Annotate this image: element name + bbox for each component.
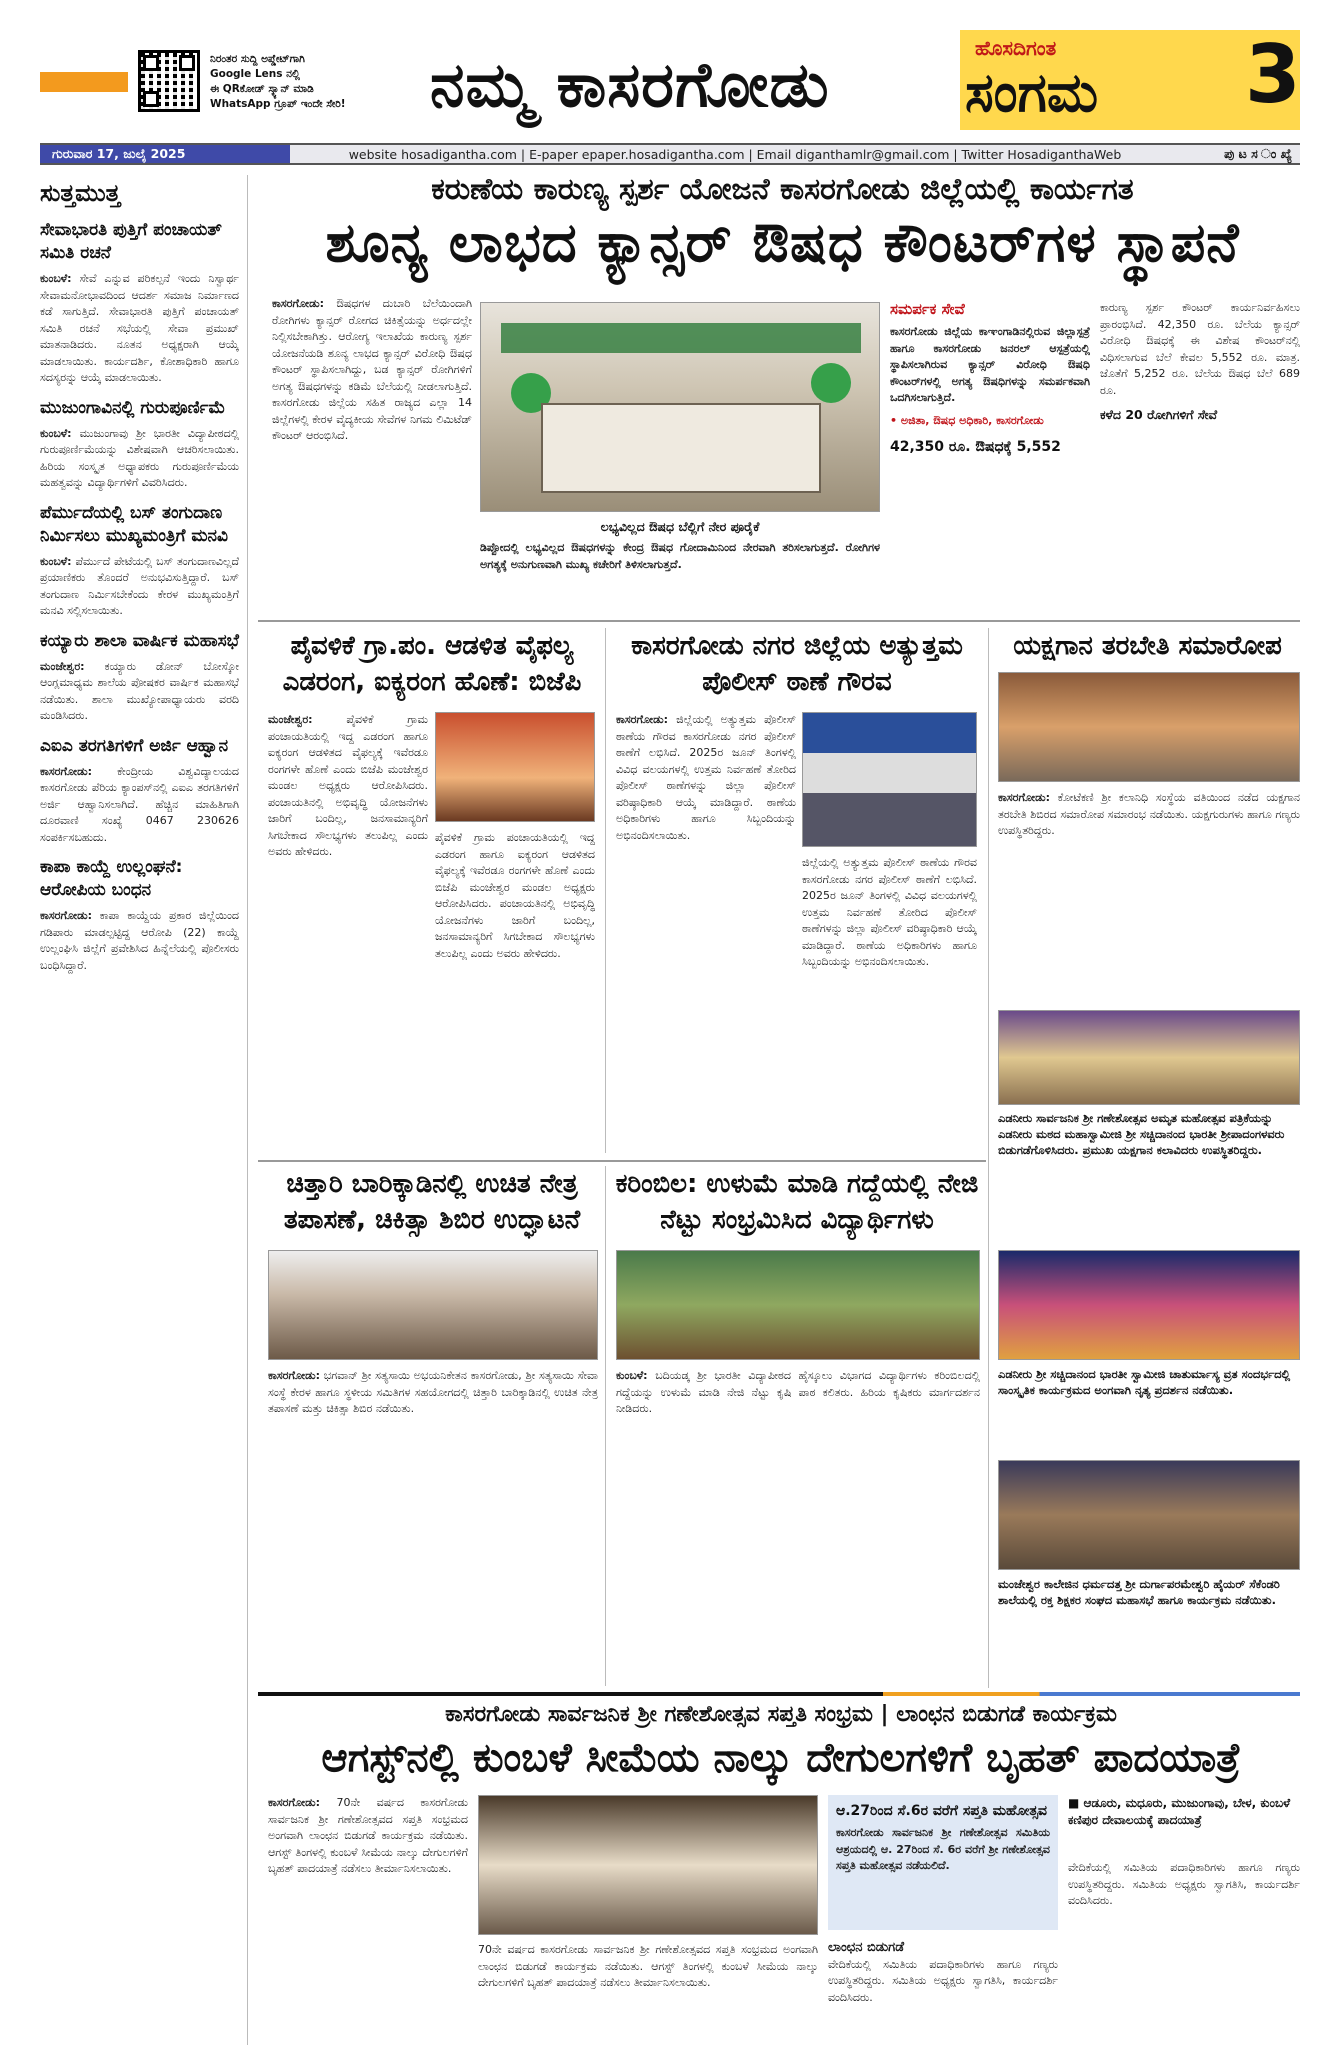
story-body-cont: ಜಿಲ್ಲೆಯಲ್ಲಿ ಅತ್ಯುತ್ತಮ ಪೊಲೀಸ್ ಠಾಣೆಯ ಗೌರವ ಕಾಸರಗೋಡು ನಗರ ಪೊಲೀಸ್ ಠಾಣೆಗೆ ಲಭಿಸಿದೆ. 2025ರ ಜೂನ್ ತಿಂಗಳಲ್ಲಿ ವಿವಿಧ ವಲಯಗಳಲ್ಲಿ ಉತ್ತಮ ನಿರ್ವಹಣೆ ತೋರಿದ ಪೊಲೀಸ್ ಠಾಣೆಗಳನ್ನು ಜಿಲ್ಲಾ ಪೊಲೀಸ್ ವರಿಷ್ಠಾಧಿಕಾರಿ ಆಯ್ಕೆ ಮಾಡಿದ್ದಾರೆ. ಠಾಣೆಯ ಅಧಿಕಾರಿಗಳು ಹಾಗೂ ಸಿಬ್ಬಂದಿಯನ್ನು ಅಭಿನಂದಿಸಲಾಯಿತು. — [802, 856, 977, 968]
photo-caption: ಎಡನೀರು ಶ್ರೀ ಸಚ್ಚಿದಾನಂದ ಭಾರತೀ ಸ್ವಾಮೀಜಿ ಚಾತುರ್ಮಾಸ್ಯ ವ್ರತ ಸಂದರ್ಭದಲ್ಲಿ ಸಾಂಸ್ಕೃತಿಕ ಕಾರ್ಯಕ್ರಮದ ಅಂಗವಾಗಿ ನೃತ್ಯ ಪ್ರದರ್ಶನ ನಡೆಯಿತು. — [998, 1367, 1291, 1397]
divider — [605, 1166, 606, 1686]
story-body: ಕಾಸರಗೋಡು: ಭಗವಾನ್ ಶ್ರೀ ಸತ್ಯಸಾಯಿ ಅಭಯನಿಕೇತನ ಕಾಸರಗೋಡು, ಶ್ರೀ ಸತ್ಯಸಾಯಿ ಸೇವಾ ಸಂಸ್ಥೆ ಕೇರಳ ಹಾಗೂ ಸ್ಥಳೀಯ ಸಮಿತಿಗಳ ಸಹಯೋಗದಲ್ಲಿ ಚಿತ್ತಾರಿ ಬಾರಿಕ್ಕಾಡಿನಲ್ಲಿ ಉಚಿತ ನೇತ್ರ ತಪಾಸಣೆ ಮತ್ತು ಚಿಕಿತ್ಸಾ ಶಿಬಿರ ನಡೆಯಿತು. — [268, 1369, 598, 1415]
story-headline: ಮುಜುಂಗಾವಿನಲ್ಲಿ ಗುರುಪೂರ್ಣಿಮೆ — [40, 397, 226, 418]
bottom-body: ಕಾಸರಗೋಡು: 70ನೇ ವರ್ಷದ ಕಾಸರಗೋಡು ಸಾರ್ವಜನಿಕ ಶ್ರೀ ಗಣೇಶೋತ್ಸವದ ಸಪ್ತತಿ ಸಂಭ್ರಮದ ಅಂಗವಾಗಿ ಲಾಂಛನ ಬಿಡುಗಡೆ ಕಾರ್ಯಕ್ರಮ ನಡೆಯಿತು. ಆಗಸ್ಟ್ ತಿಂಗಳಲ್ಲಿ ಕುಂಬಳೆ ಸೀಮೆಯ ನಾಲ್ಕು ದೇಗುಲಗಳಿಗೆ ಬೃಹತ್ ಪಾದಯಾತ್ರೆ ನಡೆಸಲು ತೀರ್ಮಾನಿಸಲಾಯಿತು. — [268, 1796, 468, 1875]
story-headline: ಕಯ್ಯಾರು ಶಾಲಾ ವಾರ್ಷಿಕ ಮಹಾಸಭೆ — [40, 630, 239, 651]
lead-side-box — [890, 300, 1090, 590]
qr-note-line: ಈ QRಕೋಡ್ ಸ್ಕ್ಯಾನ್ ಮಾಡಿ — [210, 83, 314, 95]
side-box-title: ಸಮರ್ಪಕ ಸೇವೆ — [890, 300, 965, 318]
story-body: ಕುಂಬಳೆ: ಸೇವೆ ಎನ್ನುವ ಪರಿಕಲ್ಪನೆ ಇಂದು ನಿಸ್ವಾರ್ಥ ಸೇವಾಮನೋಭಾವದಿಂದ ಆದರ್ಶ ಸಮಾಜ ನಿರ್ಮಾಣದ ಕಡೆ ಸಾಗುತ್ತಿದೆ. ಸೇವಾಭಾರತಿ ಪುತ್ತಿಗೆ ಪಂಚಾಯತ್ ಸಮಿತಿ ರಚನೆ ಸಭೆಯಲ್ಲಿ ಸೇವಾ ಪ್ರಮುಖ್ ಮಾತನಾಡಿದರು. ನೂತನ ಅಧ್ಯಕ್ಷರಾಗಿ ಆಯ್ಕೆ ಮಾಡಲಾಯಿತು. ಕಾರ್ಯದರ್ಶಿ, ಕೋಶಾಧಿಕಾರಿ ಹಾಗೂ ಸದಸ್ಯರನ್ನು ಆಯ್ಕೆ ಮಾಡಲಾಯಿತು. — [40, 272, 239, 384]
photo-caption: ಎಡನೀರು ಸಾರ್ವಜನಿಕ ಶ್ರೀ ಗಣೇಶೋತ್ಸವ ಅಮೃತ ಮಹೋತ್ಸವ ಪತ್ರಿಕೆಯನ್ನು ಎಡನೀರು ಮಠದ ಮಹಾಸ್ವಾಮೀಜಿ ಶ್ರೀ ಸಚ್ಚಿದಾನಂದ ಭಾರತೀ ಶ್ರೀಪಾದಂಗಳವರು ಬಿಡುಗಡೆಗೊಳಿಸಿದರು. ಪ್ರಮುಖ ಯಕ್ಷಗಾನ ಕಲಾವಿದರು ಉಪಸ್ಥಿತರಿದ್ದರು. — [998, 1111, 1285, 1157]
lead-subhead: ಕಳೆದ 20 ರೋಗಿಗಳಿಗೆ ಸೇವೆ — [1100, 407, 1218, 422]
divider — [258, 620, 1300, 622]
lead-caption-body: ಡಿಪ್ಪೋದಲ್ಲಿ ಲಭ್ಯವಿಲ್ಲದ ಔಷಧಗಳನ್ನು ಕೇಂದ್ರ ಔಷಧ ಗೋದಾಮಿನಿಂದ ನೇರವಾಗಿ ತರಿಸಲಾಗುತ್ತದೆ. ರೋಗಿಗಳ ಅಗತ್ಯಕ್ಕೆ ಅನುಗುಣವಾಗಿ ಮುಖ್ಯ ಕಚೇರಿಗೆ ತಿಳಿಸಲಾಗುತ್ತದೆ. — [480, 541, 880, 571]
story-photo — [802, 712, 977, 847]
info-bar — [40, 143, 1300, 165]
bottom-subhead: ಲಾಂಛನ ಬಿಡುಗಡೆ — [828, 1940, 904, 1955]
bottom-kicker: ಕಾಸರಗೋಡು ಸಾರ್ವಜನಿಕ ಶ್ರೀ ಗಣೇಶೋತ್ಸವ ಸಪ್ತತಿ ಸಂಭ್ರಮ | ಲಾಂಛನ ಬಿಡುಗಡೆ ಕಾರ್ಯಕ್ರಮ — [445, 1702, 1117, 1727]
event-photo — [998, 1010, 1300, 1105]
contact-links[interactable]: website hosadigantha.com | E-paper epaper.hosadigantha.com | Email diganthamlr@gmail.com | Twitter HosadiganthaWeb — [348, 146, 1122, 162]
event-photo — [998, 1460, 1300, 1570]
story-headline: ಕಾಸರಗೋಡು ನಗರ ಜಿಲ್ಲೆಯ ಅತ್ಯುತ್ತಮ ಪೊಲೀಸ್ ಠಾಣೆ ಗೌರವ — [631, 631, 963, 697]
story-headline: ಕರಿಂಬಿಲ: ಉಳುಮೆ ಮಾಡಿ ಗದ್ದೆಯಲ್ಲಿ ನೇಜಿ ನೆಟ್ಟು ಸಂಭ್ರಮಿಸಿದ ವಿದ್ಯಾರ್ಥಿಗಳು — [615, 1169, 979, 1235]
story-headline: ಯಕ್ಷಗಾನ ತರಬೇತಿ ಸಮಾರೋಪ — [1013, 631, 1282, 661]
story-photo — [435, 712, 595, 822]
qr-note-line: WhatsApp ಗ್ರೂಪ್ ಇಂದೇ ಸೇರಿ! — [210, 98, 346, 110]
side-box-body: ಕಾಸರಗೋಡು ಜಿಲ್ಲೆಯ ಕಾಞಂಗಾಡಿನಲ್ಲಿರುವ ಜಿಲ್ಲಾಸ್ಪತ್ರೆ ಹಾಗೂ ಕಾಸರಗೋಡು ಜನರಲ್ ಆಸ್ಪತ್ರೆಯಲ್ಲಿ ಸ್ಥಾಪಿಸಲಾಗಿರುವ ಕ್ಯಾನ್ಸರ್ ವಿರೋಧಿ ಔಷಧಿ ಕೌಂಟರ್‌ಗಳಲ್ಲಿ ಅಗತ್ಯ ಔಷಧಿಗಳನ್ನು ಸಮರ್ಪಕವಾಗಿ ಒದಗಿಸಲಾಗುತ್ತಿದೆ. — [890, 325, 1090, 404]
bottom-right-body: ವೇದಿಕೆಯಲ್ಲಿ ಸಮಿತಿಯ ಪದಾಧಿಕಾರಿಗಳು ಹಾಗೂ ಗಣ್ಯರು ಉಪಸ್ಥಿತರಿದ್ದರು. ಸಮಿತಿಯ ಅಧ್ಯಕ್ಷರು ಸ್ವಾಗತಿಸಿ, ಕಾರ್ಯದರ್ಶಿ ವಂದಿಸಿದರು. — [1068, 1861, 1300, 1907]
story-headline: ಎಐಎ ತರಗತಿಗಳಿಗೆ ಅರ್ಜಿ ಆಹ್ವಾನ — [40, 735, 229, 756]
story-body: ಮಂಜೇಶ್ವರ: ಕಯ್ಯಾರು ಡೋನ್ ಬೋಸ್ಕೋ ಆಂಗ್ಲಮಾಧ್ಯಮ ಶಾಲೆಯ ಪೋಷಕರ ವಾರ್ಷಿಕ ಮಹಾಸಭೆ ನಡೆಯಿತು. ಶಾಲಾ ಮುಖ್ಯೋಪಾಧ್ಯಾಯರು ವರದಿ ಮಂಡಿಸಿದರು. — [40, 659, 240, 722]
sidebar-story — [40, 856, 239, 974]
stat-headline: 42,350 ರೂ. ಔಷಧಕ್ಕೆ 5,552 — [890, 439, 1061, 455]
sidebar-story — [40, 735, 239, 847]
story-body: ಮಂಜೇಶ್ವರ: ಪೈವಳಿಕೆ ಗ್ರಾಮ ಪಂಚಾಯತಿಯಲ್ಲಿ ಇದ್ದ ಎಡರಂಗ ಹಾಗೂ ಐಕ್ಯರಂಗ ಆಡಳಿತದ ವೈಫಲ್ಯಕ್ಕೆ ಇವೆರಡೂ ರಂಗಗಳೇ ಹೊಣೆ ಎಂದು ಬಿಜೆಪಿ ಮಂಜೇಶ್ವರ ಮಂಡಲ ಅಧ್ಯಕ್ಷರು ಆರೋಪಿಸಿದರು. ಪಂಚಾಯತಿನಲ್ಲಿ ಅಭಿವೃದ್ಧಿ ಯೋಜನೆಗಳು ಜಾರಿಗೆ ಬಂದಿಲ್ಲ, ಜನಸಾಮಾನ್ಯರಿಗೆ ಸಿಗಬೇಕಾದ ಸೌಲಭ್ಯಗಳು ತಲುಪಿಲ್ಲ ಎಂದು ಅವರು ಹೇಳಿದರು. — [268, 713, 428, 858]
qr-note-line: ನಿರಂತರ ಸುದ್ದಿ ಅಪ್ಡೇಟ್‌ಗಾಗಿ — [210, 53, 305, 65]
bottom-bullet: ■ ಆಡೂರು, ಮಧೂರು, ಮುಜುಂಗಾವು, ಬೇಳ, ಕುಂಬಳೆ ಕಣಿಪುರ ದೇವಾಲಯಕ್ಕೆ ಪಾದಯಾತ್ರೆ — [1068, 1796, 1291, 1827]
lead-body: ಕಾಸರಗೋಡು: ಔಷಧಗಳ ದುಬಾರಿ ಬೆಲೆಯಿಂದಾಗಿ ರೋಗಿಗಳು ಕ್ಯಾನ್ಸರ್ ರೋಗದ ಚಿಕಿತ್ಸೆಯನ್ನು ಅರ್ಧದಲ್ಲೇ ನಿಲ್ಲಿಸಬೇಕಾಗಿತ್ತು. ಆರೋಗ್ಯ ಇಲಾಖೆಯ ಕಾರುಣ್ಯ ಸ್ಪರ್ಶ ಯೋಜನೆಯಡಿ ಶೂನ್ಯ ಲಾಭದ ಕ್ಯಾನ್ಸರ್ ವಿರೋಧಿ ಔಷಧ ಕೌಂಟರ್ ಸ್ಥಾಪಿಸಲಾಗಿದ್ದು, ಬಡ ಕ್ಯಾನ್ಸರ್ ರೋಗಿಗಳಿಗೆ ಅಗತ್ಯ ಔಷಧಗಳನ್ನು ಕಡಿಮೆ ಬೆಲೆಯಲ್ಲಿ ನೀಡಲಾಗುತ್ತಿದೆ. ಕಾಸರಗೋಡು ಜಿಲ್ಲೆಯ ಸಹಿತ ರಾಜ್ಯದ ಎಲ್ಲಾ 14 ಜಿಲ್ಲೆಗಳಲ್ಲಿ ಕೇರಳ ವೈದ್ಯಕೀಯ ಸೇವೆಗಳ ನಿಗಮ ಲಿಮಿಟೆಡ್ ಕೌಂಟರ್ ಆರಂಭಿಸಿದೆ. — [272, 297, 472, 442]
sidebar-story — [40, 502, 239, 620]
story-body: ಕಾಸರಗೋಡು: ಕೋಟೆಕಣಿ ಶ್ರೀ ಕಲಾನಿಧಿ ಸಂಸ್ಥೆಯ ವತಿಯಿಂದ ನಡೆದ ಯಕ್ಷಗಾನ ತರಬೇತಿ ಶಿಬಿರದ ಸಮಾರೋಪ ಸಮಾರಂಭ ನಡೆಯಿತು. ಯಕ್ಷಗುರುಗಳು ಹಾಗೂ ಗಣ್ಯರು ಉಪಸ್ಥಿತರಿದ್ದರು. — [998, 791, 1300, 837]
story-body: ಕಾಸರಗೋಡು: ಜಿಲ್ಲೆಯಲ್ಲಿ ಅತ್ಯುತ್ತಮ ಪೊಲೀಸ್ ಠಾಣೆಯ ಗೌರವ ಕಾಸರಗೋಡು ನಗರ ಪೊಲೀಸ್ ಠಾಣೆಗೆ ಲಭಿಸಿದೆ. 2025ರ ಜೂನ್ ತಿಂಗಳಲ್ಲಿ ವಿವಿಧ ವಲಯಗಳಲ್ಲಿ ಉತ್ತಮ ನಿರ್ವಹಣೆ ತೋರಿದ ಪೊಲೀಸ್ ಠಾಣೆಗಳನ್ನು ಜಿಲ್ಲಾ ಪೊಲೀಸ್ ವರಿಷ್ಠಾಧಿಕಾರಿ ಆಯ್ಕೆ ಮಾಡಿದ್ದಾರೆ. ಠಾಣೆಯ ಅಧಿಕಾರಿಗಳು ಹಾಗೂ ಸಿಬ್ಬಂದಿಯನ್ನು ಅಭಿನಂದಿಸಲಾಯಿತು. — [616, 713, 796, 842]
bottom-body-cont: 70ನೇ ವರ್ಷದ ಕಾಸರಗೋಡು ಸಾರ್ವಜನಿಕ ಶ್ರೀ ಗಣೇಶೋತ್ಸವದ ಸಪ್ತತಿ ಸಂಭ್ರಮದ ಅಂಗವಾಗಿ ಲಾಂಛನ ಬಿಡುಗಡೆ ಕಾರ್ಯಕ್ರಮ ನಡೆಯಿತು. ಆಗಸ್ಟ್ ತಿಂಗಳಲ್ಲಿ ಕುಂಬಳೆ ಸೀಮೆಯ ನಾಲ್ಕು ದೇಗುಲಗಳಿಗೆ ಬೃಹತ್ ಪಾದಯಾತ್ರೆ ನಡೆಸಲು ತೀರ್ಮಾನಿಸಲಾಯಿತು. — [478, 1943, 818, 1989]
side-box-sign: • ಅಜಿತಾ, ಔಷಧ ಅಧಿಕಾರಿ, ಕಾಸರಗೋಡು — [890, 413, 1044, 427]
lead-kicker: ಕರುಣೆಯ ಕಾರುಣ್ಯ ಸ್ಪರ್ಶ ಯೋಜನೆ ಕಾಸರಗೋಡು ಜಿಲ್ಲೆಯಲ್ಲಿ ಕಾರ್ಯಗತ — [431, 172, 1134, 207]
bottom-subsection: ಲಾಂಛನ ಬಿಡುಗಡೆ ವೇದಿಕೆಯಲ್ಲಿ ಸಮಿತಿಯ ಪದಾಧಿಕಾರಿಗಳು ಹಾಗೂ ಗಣ್ಯರು ಉಪಸ್ಥಿತರಿದ್ದರು. ಸಮಿತಿಯ ಅಧ್ಯಕ್ಷರು ಸ್ವಾಗತಿಸಿ, ಕಾರ್ಯದರ್ಶಿ ವಂದಿಸಿದರು. — [828, 1940, 1058, 2004]
story-headline: ಪೆರ್ಮುದೆಯಲ್ಲಿ ಬಸ್ ತಂಗುದಾಣ ನಿರ್ಮಿಸಲು ಮುಖ್ಯಮಂತ್ರಿಗೆ ಮನವಿ — [40, 502, 228, 546]
qr-code-icon[interactable] — [138, 50, 200, 112]
divider — [258, 1160, 986, 1162]
sidebar-story — [40, 397, 239, 492]
story-photo — [998, 672, 1300, 782]
story-body: ಕುಂಬಳೆ: ಬದಿಯಡ್ಕ ಶ್ರೀ ಭಾರತೀ ವಿದ್ಯಾಪೀಠದ ಹೈಸ್ಕೂಲು ವಿಭಾಗದ ವಿದ್ಯಾರ್ಥಿಗಳು ಕರಿಂಬಿಲದಲ್ಲಿ ಗದ್ದೆಯನ್ನು ಉಳುಮೆ ಮಾಡಿ ನೇಜಿ ನೆಟ್ಟು ಕೃಷಿ ಪಾಠ ಕಲಿತರು. ಹಿರಿಯ ಕೃಷಿಕರು ಮಾರ್ಗದರ್ಶನ ನೀಡಿದರು. — [616, 1369, 980, 1415]
story-body: ಕುಂಬಳೆ: ಪೆರ್ಮುದೆ ಪೇಟೆಯಲ್ಲಿ ಬಸ್ ತಂಗುದಾಣವಿಲ್ಲದೆ ಪ್ರಯಾಣಿಕರು ತೊಂದರೆ ಅನುಭವಿಸುತ್ತಿದ್ದಾರೆ. ಬಸ್ ತಂಗುದಾಣ ನಿರ್ಮಿಸಬೇಕೆಂದು ಕೇರಳ ಮುಖ್ಯಮಂತ್ರಿಗೆ ಮನವಿ ಸಲ್ಲಿಸಲಾಯಿತು. — [40, 554, 239, 617]
story-headline: ಕಾಪಾ ಕಾಯ್ದೆ ಉಲ್ಲಂಘನೆ: ಆರೋಪಿಯ ಬಂಧನ — [40, 857, 183, 900]
event-photo — [998, 1250, 1300, 1360]
story-photo — [616, 1250, 980, 1360]
issue-date: ಗುರುವಾರ 17, ಜುಲೈ 2025 — [40, 145, 290, 163]
brand-name: ಸಂಗಮ — [965, 60, 1099, 124]
qr-note-line: Google Lens ನಲ್ಲಿ — [210, 68, 300, 80]
story-body: ಕಾಸರಗೋಡು: ಕೇಂದ್ರೀಯ ವಿಶ್ವವಿದ್ಯಾಲಯದ ಕಾಸರಗೋಡು ಪೆರಿಯ ಕ್ಯಾಂಪಸ್‌ನಲ್ಲಿ ಎಐಎ ತರಗತಿಗಳಿಗೆ ಅರ್ಜಿ ಆಹ್ವಾನಿಸಲಾಗಿದೆ. ಹೆಚ್ಚಿನ ಮಾಹಿತಿಗಾಗಿ ದೂರವಾಣಿ ಸಂಖ್ಯೆ 0467 230626 ಸಂಪರ್ಕಿಸಬಹುದು. — [40, 764, 239, 844]
qr-note — [210, 52, 410, 112]
bottom-photo — [478, 1795, 818, 1935]
lead-photo — [480, 302, 880, 512]
lead-right-body: ಕಾರುಣ್ಯ ಸ್ಪರ್ಶ ಕೌಂಟರ್ ಕಾರ್ಯನಿರ್ವಹಿಸಲು ಪ್ರಾರಂಭಿಸಿದೆ. 42,350 ರೂ. ಬೆಲೆಯ ಕ್ಯಾನ್ಸರ್ ವಿರೋಧಿ ಔಷಧಕ್ಕೆ ಈ ವಿಶೇಷ ಕೌಂಟರ್‌ನಲ್ಲಿ ವಿಧಿಸಲಾಗುವ ಬೆಲೆ ಕೇವಲ 5,552 ರೂ. ಮಾತ್ರ. ಜೊತೆಗೆ 5,252 ರೂ. ಬೆಲೆಯ ಔಷಧ ಬೆಲೆ 689 ರೂ. ಕಳೆದ 20 ರೋಗಿಗಳಿಗೆ ಸೇವೆ — [1100, 301, 1300, 422]
divider — [258, 1692, 1300, 1696]
story-headline: ಚಿತ್ತಾರಿ ಬಾರಿಕ್ಕಾಡಿನಲ್ಲಿ ಉಚಿತ ನೇತ್ರ ತಪಾಸಣೆ, ಚಿಕಿತ್ಸಾ ಶಿಬಿರ ಉದ್ಘಾಟನೆ — [283, 1169, 581, 1235]
story-body: ಕಾಸರಗೋಡು: ಕಾಪಾ ಕಾಯ್ದೆಯ ಪ್ರಕಾರ ಜಿಲ್ಲೆಯಿಂದ ಗಡಿಪಾರು ಮಾಡಲ್ಪಟ್ಟಿದ್ದ ಆರೋಪಿ (22) ಕಾಯ್ದೆ ಉಲ್ಲಂಘಿಸಿ ಜಿಲ್ಲೆಗೆ ಪ್ರವೇಶಿಸಿದ ಹಿನ್ನೆಲೆಯಲ್ಲಿ ಪೊಲೀಸರು ಬಂಧಿಸಿದ್ದಾರೆ. — [40, 909, 240, 972]
sidebar — [40, 175, 248, 2045]
sidebar-label: ಸುತ್ತಮುತ್ತ — [40, 179, 121, 207]
story-body: ಕುಂಬಳೆ: ಮುಜುಂಗಾವು ಶ್ರೀ ಭಾರತೀ ವಿದ್ಯಾಪೀಠದಲ್ಲಿ ಗುರುಪೂರ್ಣಿಮೆಯನ್ನು ವಿಶೇಷವಾಗಿ ಆಚರಿಸಲಾಯಿತು. ಹಿರಿಯ ಸಂಸ್ಕೃತ ಅಧ್ಯಾಪಕರು ಗುರುಪೂರ್ಣಿಮೆಯ ಮಹತ್ವವನ್ನು ವಿದ್ಯಾರ್ಥಿಗಳಿಗೆ ವಿವರಿಸಿದರು. — [40, 426, 239, 489]
box-body: ಕಾಸರಗೋಡು ಸಾರ್ವಜನಿಕ ಶ್ರೀ ಗಣೇಶೋತ್ಸವ ಸಮಿತಿಯ ಆಶ್ರಯದಲ್ಲಿ ಆ. 27ರಿಂದ ಸೆ. 6ರ ವರೆಗೆ ಶ್ರೀ ಗಣೇಶೋತ್ಸವ ಸಪ್ತತಿ ಮಹೋತ್ಸವ ನಡೆಯಲಿದೆ. — [836, 1826, 1050, 1872]
story-body-cont: ಪೈವಳಿಕೆ ಗ್ರಾಮ ಪಂಚಾಯತಿಯಲ್ಲಿ ಇದ್ದ ಎಡರಂಗ ಹಾಗೂ ಐಕ್ಯರಂಗ ಆಡಳಿತದ ವೈಫಲ್ಯಕ್ಕೆ ಇವೆರಡೂ ರಂಗಗಳೇ ಹೊಣೆ ಎಂದು ಬಿಜೆಪಿ ಮಂಜೇಶ್ವರ ಮಂಡಲ ಅಧ್ಯಕ್ಷರು ಆರೋಪಿಸಿದರು. ಪಂಚಾಯತಿನಲ್ಲಿ ಅಭಿವೃದ್ಧಿ ಯೋಜನೆಗಳು ಜಾರಿಗೆ ಬಂದಿಲ್ಲ, ಜನಸಾಮಾನ್ಯರಿಗೆ ಸಿಗಬೇಕಾದ ಸೌಲಭ್ಯಗಳು ತಲುಪಿಲ್ಲ ಎಂದು ಅವರು ಹೇಳಿದರು. — [435, 831, 595, 960]
story-headline: ಸೇವಾಭಾರತಿ ಪುತ್ತಿಗೆ ಪಂಚಾಯತ್ ಸಮಿತಿ ರಚನೆ — [40, 220, 222, 263]
brand-top: ಹೊಸದಿಗಂತ — [975, 36, 1057, 60]
page-title: ನಮ್ಮ ಕಾಸರಗೋಡು — [430, 48, 830, 121]
page-code: ಪು ಟ ಸ ಂ ಖ್ಯೆ — [1224, 146, 1292, 161]
story-headline: ಪೈವಳಿಕೆ ಗ್ರಾ.ಪಂ. ಆಡಳಿತ ವೈಫಲ್ಯ ಎಡರಂಗ, ಐಕ್ಯರಂಗ ಹೊಣೆ: ಬಿಜೆಪಿ — [282, 631, 582, 697]
lead-caption: ಲಭ್ಯವಿಲ್ಲದ ಔಷಧ ಬೆಲ್ಲಿಗೆ ನೇರ ಪೂರೈಕೆ — [600, 519, 760, 534]
page-number: 3 — [1245, 28, 1301, 121]
divider — [988, 628, 989, 1688]
orange-tab — [40, 72, 128, 92]
photo-caption: ಮಂಜೇಶ್ವರ ಕಾಲೇಜಿನ ಧರ್ಮದತ್ತ ಶ್ರೀ ದುರ್ಗಾಪರಮೇಶ್ವರಿ ಹೈಯರ್ ಸೆಕೆಂಡರಿ ಶಾಲೆಯಲ್ಲಿ ರಕ್ತ ಶಿಕ್ಷಕರ ಸಂಘದ ಮಹಾಸಭೆ ಹಾಗೂ ಕಾರ್ಯಕ್ರಮ ನಡೆಯಿತು. — [998, 1577, 1280, 1607]
story-photo — [268, 1250, 598, 1360]
box-headline: ಆ.27ರಿಂದ ಸೆ.6ರ ವರೆಗೆ ಸಪ್ತತಿ ಮಹೋತ್ಸವ — [836, 1803, 1048, 1819]
lead-headline: ಶೂನ್ಯ ಲಾಭದ ಕ್ಯಾನ್ಸರ್ ಔಷಧ ಕೌಂಟರ್‌ಗಳ ಸ್ಥಾಪನೆ — [325, 210, 1240, 274]
bottom-headline: ಆಗಸ್ಟ್‌ನಲ್ಲಿ ಕುಂಬಳೆ ಸೀಮೆಯ ನಾಲ್ಕು ದೇಗುಲಗಳಿಗೆ ಬೃಹತ್ ಪಾದಯಾತ್ರೆ — [321, 1734, 1241, 1781]
sidebar-story — [40, 630, 239, 725]
sidebar-story — [40, 219, 239, 387]
bottom-box — [828, 1795, 1058, 1930]
divider — [605, 628, 606, 1153]
